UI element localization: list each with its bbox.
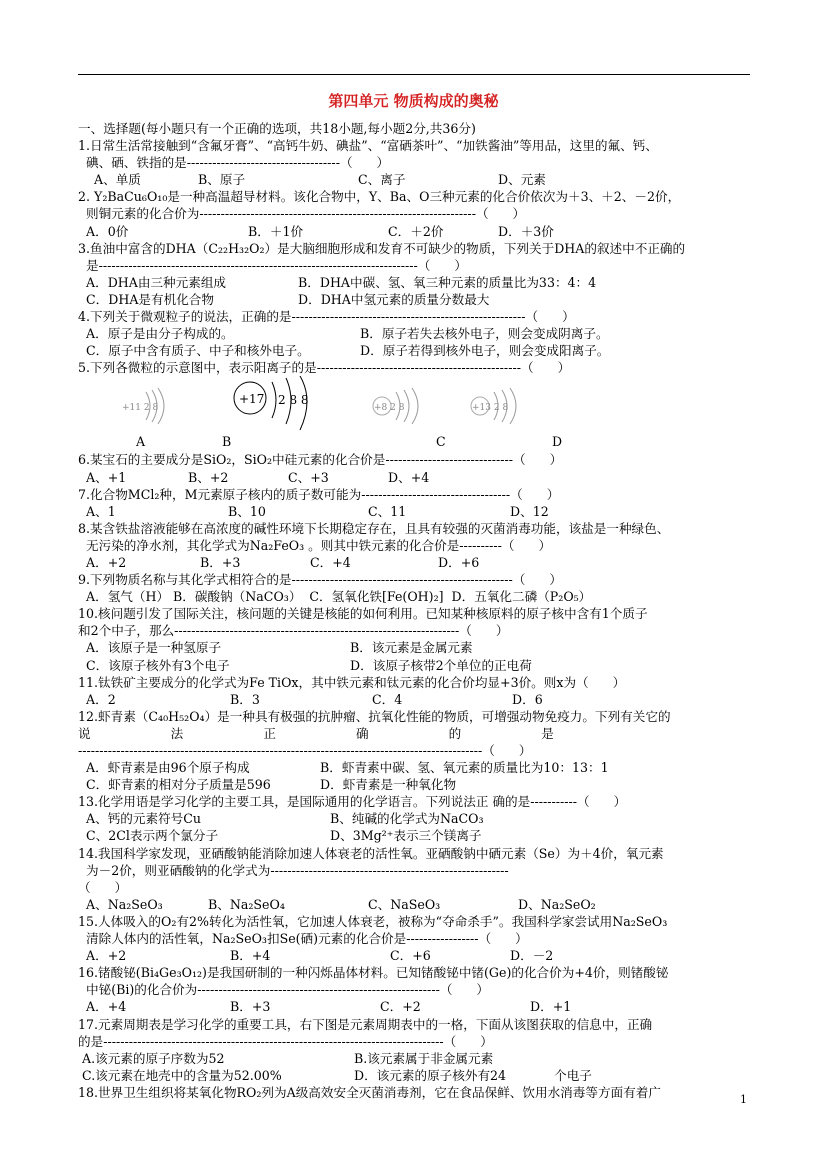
q13-options-row1: [78, 810, 750, 827]
q17-options-row2: [78, 1067, 750, 1084]
q16-stem-2: 中铋(Bi)的化合价为---------------------------------------------------------（ ）: [78, 982, 490, 998]
q7-option-a: A、1: [78, 503, 116, 519]
q3-option-b: B．DHA中碳、氢、氧三种元素的质量比为33：4：4: [298, 274, 597, 290]
q5-label-c: C: [436, 434, 446, 450]
q1-options: [78, 171, 750, 188]
q1-option-a: A、单质: [78, 172, 141, 188]
q12-option-a: A．虾青素是由96个原子构成: [78, 760, 250, 776]
q3-stem-1: 3.鱼油中富含的DHA（C₂₂H₃₂O₂）是大脑细胞形成和发育不可缺少的物质，下列关于DHA的叙述中不正确的: [78, 240, 686, 256]
q11-stem: 11.钛铁矿主要成分的化学式为Fe TiOx，其中铁元素和钛元素的化合价均显+3价。则x为（ ）: [78, 674, 626, 690]
q1-stem-1: 1.日常生活常接触到“含氟牙膏”、“高钙牛奶、碘盐”、“富硒茶叶”、“加铁酱油”等用品，这里的氟、钙、: [78, 138, 658, 154]
q15-option-d: D．－2: [510, 948, 554, 964]
q17-option-d-tail: 个电子: [554, 1067, 592, 1083]
page-title: 第四单元 物质构成的奥秘: [328, 92, 499, 110]
q3-option-a: A．DHA由三种元素组成: [78, 274, 227, 290]
header-rule: [78, 74, 750, 75]
q14-option-b: B、Na₂SeO₄: [208, 896, 285, 912]
atom-c-label: +8 2 8: [374, 403, 405, 414]
q2-stem-1: 2. Y₂BaCu₆O₁₀是一种高温超导材料。该化合物中，Y、Ba、O三种元素的化合价依次为＋3、＋2、－2价，: [78, 189, 681, 205]
q14-option-c: C、NaSeO₃: [368, 896, 441, 912]
q4-stem: 4.下列关于微观粒子的说法，正确的是-------------------------------------------------------（ ）: [78, 309, 575, 325]
q3-option-c: C．DHA是有机化合物: [78, 291, 214, 307]
q7-option-c: C、11: [368, 503, 407, 519]
q2-options: [78, 223, 750, 240]
q9-stem: 9.下列物质名称与其化学式相符合的是----------------------------------------------------（ ）: [78, 572, 562, 588]
q15-stem-1: 15.人体吸入的O₂有2%转化为活性氧，它加速人体衰老，被称为“夺命杀手”。我国科学家尝试用Na₂SeO₃: [78, 913, 668, 929]
q5-label-b: B: [222, 434, 232, 450]
q17-option-a: A.该元素的原子序数为52: [78, 1050, 225, 1066]
q8-option-d: D．+6: [438, 554, 480, 570]
page-number: 1: [740, 1093, 747, 1106]
q17-option-b: B.该元素属于非金属元素: [354, 1050, 494, 1066]
atom-b-core: +17: [239, 392, 265, 407]
q10-stem-1: 10.核问题引发了国际关注，核问题的关键是核能的如何利用。已知某种核原料的原子核中含有1个质子: [78, 606, 648, 622]
q10-option-c: C．该原子核外有3个电子: [78, 657, 230, 673]
q16-option-b: B．+3: [230, 999, 271, 1015]
q12-option-c: C．虾青素的相对分子质量是596: [78, 777, 271, 793]
q3-stem-2: 是---------------------------------------------------------------------------（ ）: [78, 257, 467, 273]
q9-options: A．氢气（H） B．碳酸钠（NaCO₃） C．氢氧化铁[Fe(OH)₂] D．五氧化二磷（P₂O₅）: [78, 589, 592, 605]
q10-option-b: B．该元素是金属元素: [350, 640, 473, 656]
q13-option-d: D、3Mg²⁺表示三个镁离子: [330, 828, 482, 844]
q17-options-row1: [78, 1050, 750, 1067]
q8-option-c: C．+4: [310, 554, 351, 570]
q11-option-b: B．3: [230, 691, 260, 707]
q1-stem-2: 碘、硒、铁指的是------------------------------------（ ）: [78, 155, 390, 171]
q3-option-d: D．DHA中氢元素的质量分数最大: [298, 291, 490, 307]
q6-option-d: D、+4: [388, 469, 430, 485]
q5-option-labels: [78, 434, 750, 451]
q13-options-row2: [78, 827, 750, 844]
q5-atom-diagrams: [78, 376, 750, 434]
q16-option-a: A．+4: [78, 999, 127, 1015]
q16-options: [78, 998, 750, 1015]
q4-option-c: C．原子中含有质子、中子和核外电子。: [78, 343, 310, 359]
atom-b-shells: 2 8 8: [278, 393, 309, 408]
question-list: [78, 120, 750, 1101]
periodic-table-tile-icon: [506, 1067, 546, 1084]
q2-option-d: D．＋3价: [498, 223, 554, 239]
q11-option-c: C．4: [372, 691, 403, 707]
q15-option-b: B．+4: [230, 948, 271, 964]
q17-stem-2: 的是--------------------------------------------------------------------------------（ ）: [78, 1033, 493, 1049]
q14-option-d: D、Na₂SeO₂: [518, 896, 596, 912]
q4-option-a: A．原子是由分子构成的。: [78, 326, 234, 342]
q1-option-b: B、原子: [198, 172, 246, 188]
q6-options: [78, 469, 750, 486]
q15-options: [78, 947, 750, 964]
q12-option-b: B．虾青素中碳、氢、氧元素的质量比为10：13：1: [320, 760, 609, 776]
q4-options-row2: [78, 342, 750, 359]
q2-option-b: B．＋1价: [248, 223, 304, 239]
q14-stem-3: （ ）: [78, 879, 128, 895]
atom-b-diagram: [228, 376, 338, 434]
q8-options: [78, 554, 750, 571]
q18-stem-1: 18.世界卫生组织将某氧化物RO₂列为A级高效安全灭菌消毒剂，它在食品保鲜、饮用水消毒等方面有着广: [78, 1084, 661, 1100]
q12-options-row1: [78, 759, 750, 776]
q2-option-c: C．＋2价: [388, 223, 444, 239]
q4-option-d: D．原子若得到核外电子，则会变成阳离子。: [360, 343, 610, 359]
q8-option-b: B．+3: [200, 554, 241, 570]
q11-options: [78, 691, 750, 708]
atom-d-diagram: [468, 386, 548, 426]
q7-stem: 7.化合物MCl₂种，M元素原子核内的质子数可能为-----------------------------------（ ）: [78, 486, 560, 502]
q12-stem-3: -----------------------------------------------------------------------------------------------（ ）: [78, 743, 532, 758]
q3-options-row2: [78, 291, 750, 308]
q1-option-c: C、离子: [358, 172, 406, 188]
q5-label-a: A: [136, 434, 146, 450]
q14-options: [78, 896, 750, 913]
q5-stem: 5.下列各微粒的示意图中，表示阳离子的是------------------------------------------------（ ）: [78, 360, 571, 376]
q16-option-c: C．+2: [380, 999, 421, 1015]
q12-stem-2: 说 法 正 确 的 是: [78, 725, 554, 741]
q13-option-c: C、2Cl表示两个氯分子: [78, 828, 219, 844]
section-heading: 一、选择题(每小题只有一个正确的选项，共18小题,每小题2分,共36分): [78, 121, 476, 136]
q4-options-row1: [78, 325, 750, 342]
q15-option-c: C．+6: [390, 948, 431, 964]
q15-stem-2: 清除人体内的活性氧，Na₂SeO₃扣Se(硒)元素的化合价是-----------------（ ）: [78, 931, 528, 947]
q10-option-a: A．该原子是一种氢原子: [78, 640, 222, 656]
q7-option-d: D、12: [510, 503, 549, 519]
q8-stem-2: 无污染的净水剂，其化学式为Na₂FeO₃ 。则其中铁元素的化合价是----------（ ）: [78, 537, 552, 553]
q7-option-b: B、10: [228, 503, 266, 519]
q10-option-d: D．该原子核带2个单位的正电荷: [350, 657, 532, 673]
q2-option-a: A．0价: [78, 223, 129, 239]
atom-a-diagram: [118, 386, 188, 426]
q16-option-d: D．+1: [530, 999, 572, 1015]
q5-label-d: D: [552, 434, 563, 450]
q16-stem-1: 16.锗酸铋(Bi₄Ge₃O₁₂)是我国研制的一种闪烁晶体材料。已知锗酸铋中锗(Ge)的化合价为+4价，则锗酸铋: [78, 965, 669, 981]
q12-options-row2: [78, 776, 750, 793]
q12-option-d: D．虾青素是一种氧化物: [320, 777, 457, 793]
q6-stem: 6.某宝石的主要成分是SiO₂，SiO₂中硅元素的化合价是------------------------------（ ）: [78, 452, 563, 468]
atom-a-label: +11 2 8: [122, 403, 159, 414]
q6-option-b: B、+2: [188, 469, 229, 485]
q8-option-a: A．+2: [78, 554, 127, 570]
q15-option-a: A．+2: [78, 948, 127, 964]
q10-options-row2: [78, 657, 750, 674]
q10-options-row1: [78, 639, 750, 656]
q2-stem-2: 则铜元素的化合价为-----------------------------------------------------------------（ ）: [78, 206, 526, 222]
q4-option-b: B．原子若失去核外电子，则会变成阴离子。: [360, 326, 609, 342]
atom-d-label: +13 2 8: [472, 403, 509, 414]
q13-option-b: B、纯碱的化学式为NaCO₃: [330, 811, 484, 827]
atom-c-diagram: [370, 386, 450, 426]
q14-stem-2: 为－2价，则亚硒酸钠的化学式为--------------------------------------------------------: [78, 862, 509, 878]
q7-options: [78, 503, 750, 520]
q14-stem-1: 14.我国科学家发现，亚硒酸钠能消除加速人体衰老的活性氧。亚硒酸钠中硒元素（Se）为＋4价，氧元素: [78, 845, 664, 861]
q17-option-d: D．该元素的原子核外有24: [354, 1067, 507, 1083]
q11-option-d: D．6: [512, 691, 543, 707]
q17-stem-1: 17.元素周期表是学习化学的重要工具，右下图是元素周期表中的一格，下面从该图获取的信息中，正确: [78, 1016, 653, 1032]
q12-stem-1: 12.虾青素（C₄₀H₅₂O₄）是一种具有极强的抗肿瘤、抗氧化性能的物质，可增强动物免疫力。下列有关它的: [78, 708, 671, 724]
q13-stem: 13.化学用语是学习化学的主要工具，是国际通用的化学语言。下列说法正 确的是-----------（ ）: [78, 794, 627, 810]
q11-option-a: A．2: [78, 691, 116, 707]
q1-option-d: D、元素: [498, 172, 546, 188]
q14-option-a: A、Na₂SeO₃: [78, 896, 163, 912]
q8-stem-1: 8.某含铁盐溶液能够在高浓度的碱性环境下长期稳定存在，且具有较强的灭菌消毒功能，该盐是一种绿色、: [78, 520, 670, 536]
q6-option-a: A、+1: [78, 469, 127, 485]
q13-option-a: A、钙的元素符号Cu: [78, 811, 202, 827]
q3-options-row1: [78, 274, 750, 291]
q17-option-c: C.该元素在地壳中的含量为52.00%: [78, 1067, 282, 1083]
q10-stem-2: 和2个中子，那么-------------------------------------------------------------------（ ）: [78, 623, 509, 639]
q6-option-c: C、+3: [288, 469, 329, 485]
